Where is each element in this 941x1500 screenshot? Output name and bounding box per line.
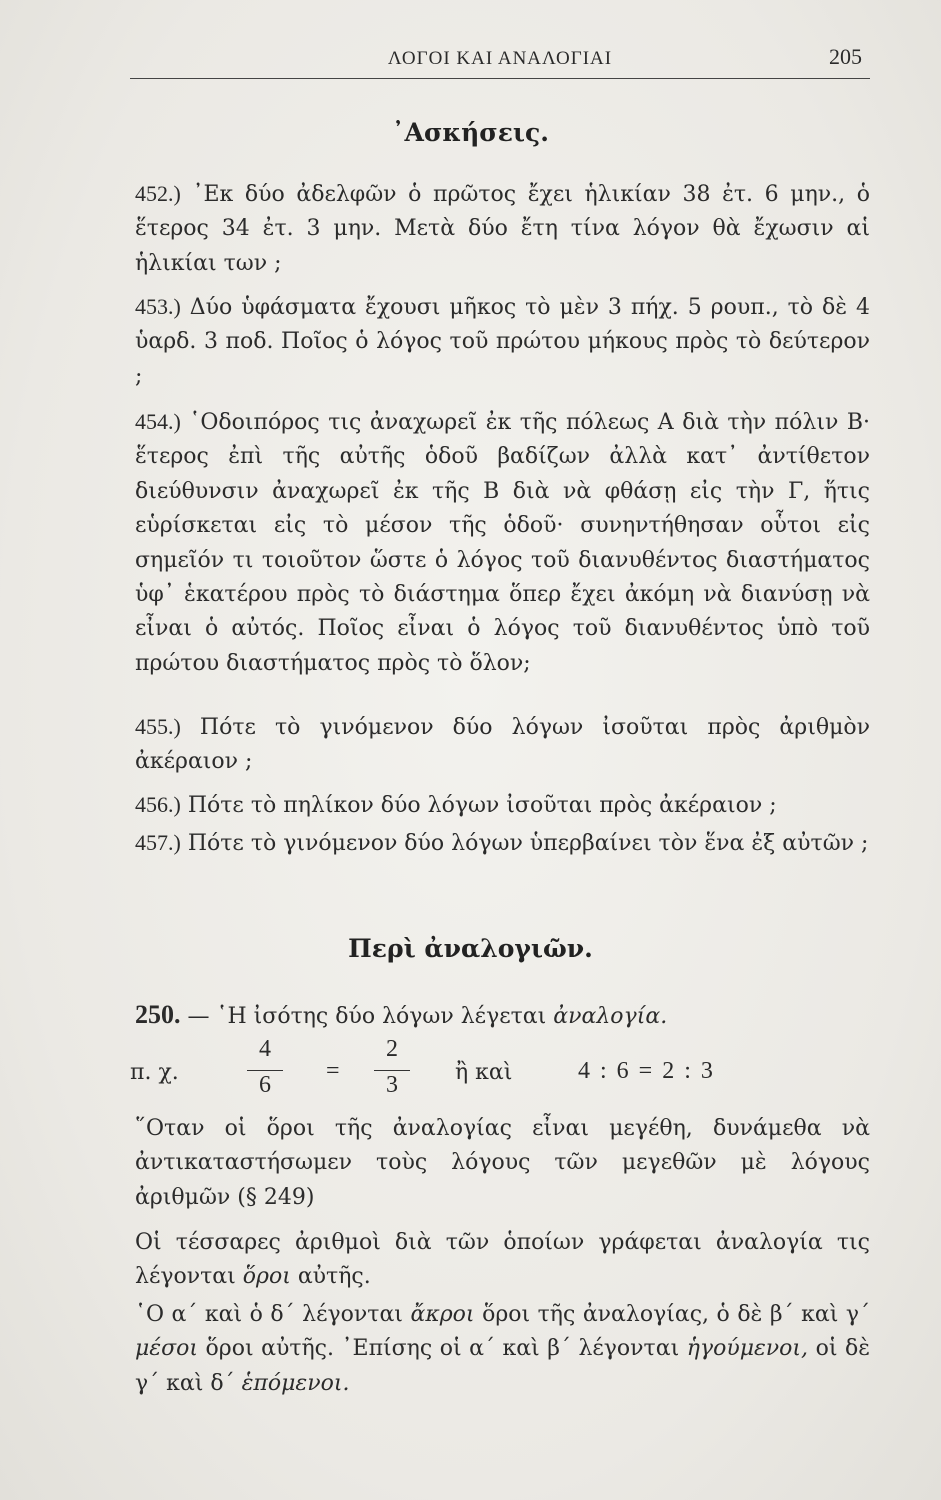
fraction-denominator: 3 bbox=[386, 1072, 398, 1098]
running-head bbox=[130, 44, 870, 80]
exercise-number: 453.) bbox=[135, 294, 181, 319]
fraction-bar bbox=[247, 1070, 283, 1071]
fraction-bar bbox=[374, 1070, 410, 1071]
header-rule bbox=[130, 78, 870, 79]
exercise-number: 455.) bbox=[135, 714, 181, 739]
exercise-number: 454.) bbox=[135, 409, 181, 434]
exercise-454 bbox=[135, 405, 870, 681]
section-250-intro bbox=[135, 998, 870, 1034]
exercise-456 bbox=[135, 788, 870, 823]
paragraph-text: ὅροι τῆς ἀναλογίας, ὁ δὲ β´ καὶ γ´ bbox=[482, 1302, 871, 1327]
section-intro-text: ῾Η ἰσότης δύο λόγων λέγεται bbox=[216, 1004, 547, 1029]
exercises-heading: ᾽Ασκήσεις. bbox=[392, 118, 549, 147]
exercise-text: Πότε τὸ γινόμενον δύο λόγων ἰσοῦται πρὸς ἀριθμὸν ἀκέραιον ; bbox=[135, 715, 870, 775]
proportion-example bbox=[130, 1036, 870, 1102]
exercise-text: Πότε τὸ πηλίκον δύο λόγων ἰσοῦται πρὸς ἀκέραιον ; bbox=[187, 793, 777, 818]
example-label: π. χ. bbox=[130, 1060, 179, 1085]
section-intro-term: ἀναλογία. bbox=[553, 1004, 668, 1029]
fraction-denominator: 6 bbox=[259, 1072, 271, 1098]
paragraph-extremes-means bbox=[135, 1298, 870, 1401]
term-means: μέσοι bbox=[135, 1336, 198, 1362]
paragraph-text: ὅροι αὐτῆς. ᾽Επίσης οἱ α´ καὶ β´ λέγονται bbox=[205, 1336, 680, 1362]
paragraph-magnitudes bbox=[135, 1112, 870, 1215]
exercise-text: Πότε τὸ γινόμενον δύο λόγων ὑπερβαίνει τὸν ἕνα ἐξ αὐτῶν ; bbox=[187, 831, 869, 856]
exercise-453 bbox=[135, 290, 870, 394]
page-number: 205 bbox=[829, 44, 862, 69]
fraction-numerator: 2 bbox=[386, 1036, 398, 1062]
term-extremes: ἄκροι bbox=[410, 1302, 475, 1327]
term-horoi: ὅροι bbox=[242, 1264, 291, 1290]
exercise-number: 456.) bbox=[135, 792, 181, 817]
or-text: ἢ καὶ bbox=[455, 1060, 513, 1085]
paragraph-text: Οἱ τέσσαρες ἀριθμοὶ διὰ τῶν ὁποίων γράφεται ἀναλογία τις λέγονται bbox=[135, 1230, 870, 1290]
exercise-number: 457.) bbox=[135, 830, 181, 855]
term-consequents: ἑπόμενοι. bbox=[241, 1370, 350, 1396]
ratio-notation: 4 : 6 = 2 : 3 bbox=[578, 1058, 715, 1084]
section-number: 250. bbox=[135, 1000, 181, 1029]
exercise-text: ᾽Εκ δύο ἀδελφῶν ὁ πρῶτος ἔχει ἡλικίαν 38 ἐτ. 6 μην., ὁ ἕτερος 34 ἐτ. 3 μην. Μετὰ δύο ἔτη τίνα λόγον θὰ ἔχωσιν αἱ ἡλικίαι των ; bbox=[135, 182, 870, 276]
paragraph-text: ῞Οταν οἱ ὅροι τῆς ἀναλογίας εἶναι μεγέθη, δυνάμεθα νὰ ἀντικαταστήσωμεν τοὺς λόγους τῶν μεγεθῶν μὲ λόγους ἀριθμῶν (§ 249) bbox=[135, 1116, 870, 1210]
paragraph-terms bbox=[135, 1226, 870, 1295]
exercise-455 bbox=[135, 710, 870, 780]
section-dash: — bbox=[187, 1004, 210, 1029]
exercise-text: Δύο ὑφάσματα ἔχουσι μῆκος τὸ μὲν 3 πήχ. 5 ρουπ., τὸ δὲ 4 ὑαρδ. 3 ποδ. Ποῖος ὁ λόγος τοῦ πρώτου μήκους πρὸς τὸ δεύτερον ; bbox=[135, 295, 870, 389]
section-heading: Περὶ ἀναλογιῶν. bbox=[348, 934, 593, 963]
equals-sign: = bbox=[326, 1058, 340, 1084]
paragraph-text: οἱ δὲ γ´ καὶ δ´ bbox=[135, 1336, 871, 1396]
fraction-numerator: 4 bbox=[259, 1036, 271, 1062]
running-title: ΛΟΓΟΙ ΚΑΙ ΑΝΑΛΟΓΙΑΙ bbox=[387, 48, 613, 69]
exercise-text: ῾Οδοιπόρος τις ἀναχωρεῖ ἐκ τῆς πόλεως Α διὰ τὴν πόλιν Β· ἕτερος ἐπὶ τῆς αὐτῆς ὁδοῦ βαδίζων ἀλλὰ κατ᾽ ἀντίθετον διεύθυνσιν ἀναχωρεῖ ἐκ τῆς Β διὰ νὰ φθάσῃ εἰς τὴν Γ, ἥτις εὑρίσκεται εἰς τὸ μέσον τῆς ὁδοῦ· συνηντήθησαν οὗτοι εἰς σημεῖόν τι τοιοῦτον ὥστε ὁ λόγος τοῦ διανυθέντος διαστήματος ὑφ᾽ ἑκατέρου πρὸς τὸ διάστημα ὅπερ ἔχει ἀκόμη νὰ διανύσῃ νὰ εἶναι ὁ αὐτός. Ποῖος εἶναι ὁ λόγος τοῦ διανυθέντος ὑπὸ τοῦ πρώτου διαστήματος πρὸς τὸ ὅλον; bbox=[135, 410, 871, 676]
paragraph-text: ῾Ο α´ καὶ ὁ δ´ λέγονται bbox=[135, 1302, 403, 1327]
term-antecedents: ἡγούμενοι, bbox=[686, 1336, 809, 1362]
exercise-452 bbox=[135, 177, 870, 281]
paragraph-text: αὐτῆς. bbox=[297, 1264, 371, 1290]
exercise-457 bbox=[135, 826, 870, 861]
exercise-number: 452.) bbox=[135, 181, 181, 206]
